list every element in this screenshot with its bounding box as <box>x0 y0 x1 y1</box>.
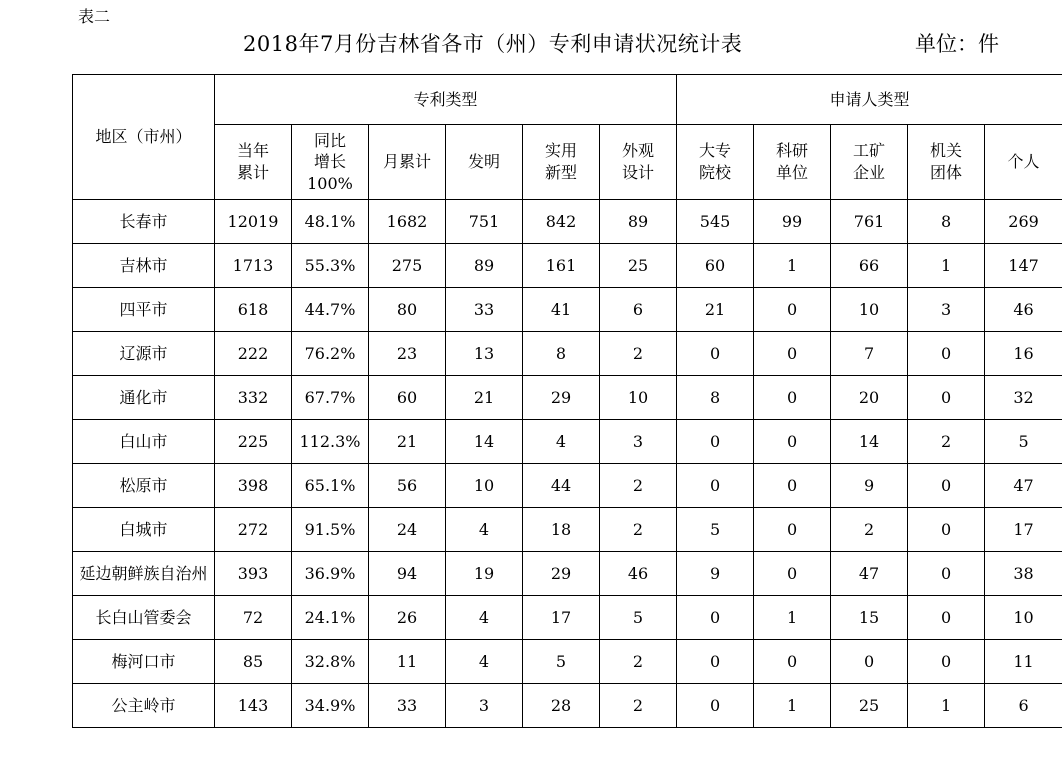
column-header <box>523 125 600 200</box>
column-header <box>600 125 677 200</box>
value-cell: 10 <box>831 288 908 332</box>
value-cell: 6 <box>985 684 1062 728</box>
column-header-line: 机关 <box>930 141 963 161</box>
value-cell: 8 <box>677 376 754 420</box>
region-cell: 通化市 <box>73 376 215 420</box>
value-cell: 76.2% <box>292 332 369 376</box>
value-cell: 44.7% <box>292 288 369 332</box>
value-cell: 85 <box>215 640 292 684</box>
value-cell: 161 <box>523 244 600 288</box>
region-cell: 吉林市 <box>73 244 215 288</box>
value-cell: 28 <box>523 684 600 728</box>
region-column-header: 地区（市州） <box>73 75 215 200</box>
column-header <box>677 125 754 200</box>
value-cell: 1713 <box>215 244 292 288</box>
value-cell: 7 <box>831 332 908 376</box>
value-cell: 272 <box>215 508 292 552</box>
value-cell: 65.1% <box>292 464 369 508</box>
value-cell: 275 <box>369 244 446 288</box>
value-cell: 34.9% <box>292 684 369 728</box>
region-cell: 公主岭市 <box>73 684 215 728</box>
value-cell: 23 <box>369 332 446 376</box>
region-cell: 梅河口市 <box>73 640 215 684</box>
table-number-label: 表二 <box>78 7 111 26</box>
column-header-line: 外观 <box>622 141 655 161</box>
region-cell: 四平市 <box>73 288 215 332</box>
value-cell: 332 <box>215 376 292 420</box>
value-cell: 11 <box>985 640 1062 684</box>
value-cell: 225 <box>215 420 292 464</box>
value-cell: 1 <box>754 596 831 640</box>
value-cell: 66 <box>831 244 908 288</box>
value-cell: 25 <box>831 684 908 728</box>
value-cell: 0 <box>754 420 831 464</box>
value-cell: 269 <box>985 200 1062 244</box>
value-cell: 32 <box>985 376 1062 420</box>
value-cell: 222 <box>215 332 292 376</box>
value-cell: 0 <box>908 596 985 640</box>
value-cell: 25 <box>600 244 677 288</box>
column-header-line: 科研 <box>776 141 809 161</box>
value-cell: 393 <box>215 552 292 596</box>
value-cell: 10 <box>600 376 677 420</box>
value-cell: 46 <box>985 288 1062 332</box>
value-cell: 1 <box>908 684 985 728</box>
value-cell: 842 <box>523 200 600 244</box>
value-cell: 29 <box>523 552 600 596</box>
table-header <box>73 75 1062 200</box>
column-header-line: 院校 <box>699 163 732 182</box>
column-header-line: 企业 <box>853 163 886 182</box>
column-header-line: 实用 <box>544 141 577 161</box>
value-cell: 751 <box>446 200 523 244</box>
column-header-line: 新型 <box>544 163 577 182</box>
value-cell: 94 <box>369 552 446 596</box>
value-cell: 0 <box>754 508 831 552</box>
value-cell: 0 <box>754 332 831 376</box>
column-header <box>985 125 1062 200</box>
patent-statistics-table <box>72 74 1062 728</box>
column-header-line: 设计 <box>622 163 655 182</box>
value-cell: 3 <box>600 420 677 464</box>
value-cell: 0 <box>908 464 985 508</box>
value-cell: 60 <box>369 376 446 420</box>
value-cell: 147 <box>985 244 1062 288</box>
value-cell: 5 <box>523 640 600 684</box>
value-cell: 2 <box>831 508 908 552</box>
value-cell: 2 <box>600 640 677 684</box>
value-cell: 33 <box>446 288 523 332</box>
value-cell: 0 <box>677 640 754 684</box>
region-cell: 辽源市 <box>73 332 215 376</box>
value-cell: 618 <box>215 288 292 332</box>
value-cell: 8 <box>523 332 600 376</box>
value-cell: 8 <box>908 200 985 244</box>
column-header-line: 发明 <box>467 152 500 172</box>
value-cell: 24.1% <box>292 596 369 640</box>
value-cell: 26 <box>369 596 446 640</box>
value-cell: 44 <box>523 464 600 508</box>
value-cell: 0 <box>831 640 908 684</box>
region-cell: 松原市 <box>73 464 215 508</box>
value-cell: 21 <box>446 376 523 420</box>
value-cell: 2 <box>600 464 677 508</box>
page-title: 2018年7月份吉林省各市（州）专利申请状况统计表 <box>243 32 743 56</box>
value-cell: 36.9% <box>292 552 369 596</box>
column-header-line: 大专 <box>699 141 732 161</box>
value-cell: 13 <box>446 332 523 376</box>
column-header-line: 单位 <box>776 163 809 182</box>
patent-type-group-header: 专利类型 <box>215 75 677 125</box>
value-cell: 761 <box>831 200 908 244</box>
value-cell: 20 <box>831 376 908 420</box>
value-cell: 47 <box>831 552 908 596</box>
value-cell: 17 <box>985 508 1062 552</box>
value-cell: 5 <box>600 596 677 640</box>
table-row <box>73 244 1062 288</box>
column-subheader-row <box>73 125 1062 200</box>
value-cell: 21 <box>369 420 446 464</box>
column-header-line: 工矿 <box>853 141 886 161</box>
column-header-line: 增长 <box>313 152 346 172</box>
value-cell: 0 <box>754 464 831 508</box>
value-cell: 56 <box>369 464 446 508</box>
column-header <box>908 125 985 200</box>
value-cell: 10 <box>446 464 523 508</box>
value-cell: 91.5% <box>292 508 369 552</box>
value-cell: 398 <box>215 464 292 508</box>
value-cell: 9 <box>831 464 908 508</box>
column-header-line: 月累计 <box>382 152 431 172</box>
value-cell: 11 <box>369 640 446 684</box>
value-cell: 72 <box>215 596 292 640</box>
column-header-line: 同比 <box>313 130 346 150</box>
value-cell: 1 <box>754 684 831 728</box>
value-cell: 14 <box>446 420 523 464</box>
value-cell: 89 <box>446 244 523 288</box>
value-cell: 38 <box>985 552 1062 596</box>
column-header <box>215 125 292 200</box>
value-cell: 2 <box>600 508 677 552</box>
value-cell: 0 <box>908 552 985 596</box>
value-cell: 99 <box>754 200 831 244</box>
value-cell: 2 <box>600 332 677 376</box>
value-cell: 0 <box>677 684 754 728</box>
table-row <box>73 596 1062 640</box>
value-cell: 16 <box>985 332 1062 376</box>
table-body <box>73 200 1062 728</box>
value-cell: 41 <box>523 288 600 332</box>
value-cell: 5 <box>677 508 754 552</box>
value-cell: 0 <box>754 376 831 420</box>
value-cell: 3 <box>446 684 523 728</box>
column-header-line: 个人 <box>1007 152 1040 172</box>
value-cell: 0 <box>908 640 985 684</box>
value-cell: 89 <box>600 200 677 244</box>
region-cell: 长春市 <box>73 200 215 244</box>
value-cell: 47 <box>985 464 1062 508</box>
value-cell: 55.3% <box>292 244 369 288</box>
column-header <box>292 125 369 200</box>
value-cell: 17 <box>523 596 600 640</box>
value-cell: 48.1% <box>292 200 369 244</box>
region-cell: 长白山管委会 <box>73 596 215 640</box>
value-cell: 18 <box>523 508 600 552</box>
value-cell: 1 <box>754 244 831 288</box>
table-row <box>73 552 1062 596</box>
value-cell: 0 <box>677 332 754 376</box>
value-cell: 2 <box>600 684 677 728</box>
value-cell: 6 <box>600 288 677 332</box>
value-cell: 4 <box>446 596 523 640</box>
value-cell: 60 <box>677 244 754 288</box>
table-row <box>73 684 1062 728</box>
value-cell: 5 <box>985 420 1062 464</box>
unit-label: 单位：件 <box>915 32 999 56</box>
value-cell: 10 <box>985 596 1062 640</box>
column-header <box>831 125 908 200</box>
value-cell: 0 <box>908 332 985 376</box>
table-row <box>73 508 1062 552</box>
value-cell: 29 <box>523 376 600 420</box>
value-cell: 0 <box>754 640 831 684</box>
value-cell: 0 <box>754 552 831 596</box>
value-cell: 15 <box>831 596 908 640</box>
value-cell: 80 <box>369 288 446 332</box>
column-header <box>754 125 831 200</box>
value-cell: 4 <box>446 640 523 684</box>
region-cell: 延边朝鲜族自治州 <box>73 552 215 596</box>
table-row <box>73 420 1062 464</box>
table-row <box>73 200 1062 244</box>
region-cell: 白山市 <box>73 420 215 464</box>
column-header <box>446 125 523 200</box>
value-cell: 21 <box>677 288 754 332</box>
value-cell: 0 <box>677 596 754 640</box>
table-row <box>73 332 1062 376</box>
column-header-line: 100% <box>307 173 353 193</box>
value-cell: 4 <box>523 420 600 464</box>
table-row <box>73 464 1062 508</box>
region-cell: 白城市 <box>73 508 215 552</box>
value-cell: 112.3% <box>292 420 369 464</box>
value-cell: 3 <box>908 288 985 332</box>
value-cell: 545 <box>677 200 754 244</box>
value-cell: 0 <box>677 420 754 464</box>
value-cell: 0 <box>754 288 831 332</box>
value-cell: 24 <box>369 508 446 552</box>
value-cell: 67.7% <box>292 376 369 420</box>
column-header-line: 团体 <box>930 163 963 182</box>
column-header-line: 累计 <box>236 163 269 182</box>
value-cell: 32.8% <box>292 640 369 684</box>
value-cell: 1 <box>908 244 985 288</box>
applicant-type-group-header: 申请人类型 <box>677 75 1062 125</box>
value-cell: 0 <box>677 464 754 508</box>
value-cell: 19 <box>446 552 523 596</box>
table-row <box>73 640 1062 684</box>
table-row <box>73 288 1062 332</box>
value-cell: 143 <box>215 684 292 728</box>
value-cell: 12019 <box>215 200 292 244</box>
value-cell: 33 <box>369 684 446 728</box>
value-cell: 0 <box>908 376 985 420</box>
value-cell: 14 <box>831 420 908 464</box>
value-cell: 1682 <box>369 200 446 244</box>
table-row <box>73 376 1062 420</box>
value-cell: 2 <box>908 420 985 464</box>
value-cell: 46 <box>600 552 677 596</box>
column-header <box>369 125 446 200</box>
value-cell: 9 <box>677 552 754 596</box>
value-cell: 0 <box>908 508 985 552</box>
column-header-line: 当年 <box>236 141 269 161</box>
value-cell: 4 <box>446 508 523 552</box>
